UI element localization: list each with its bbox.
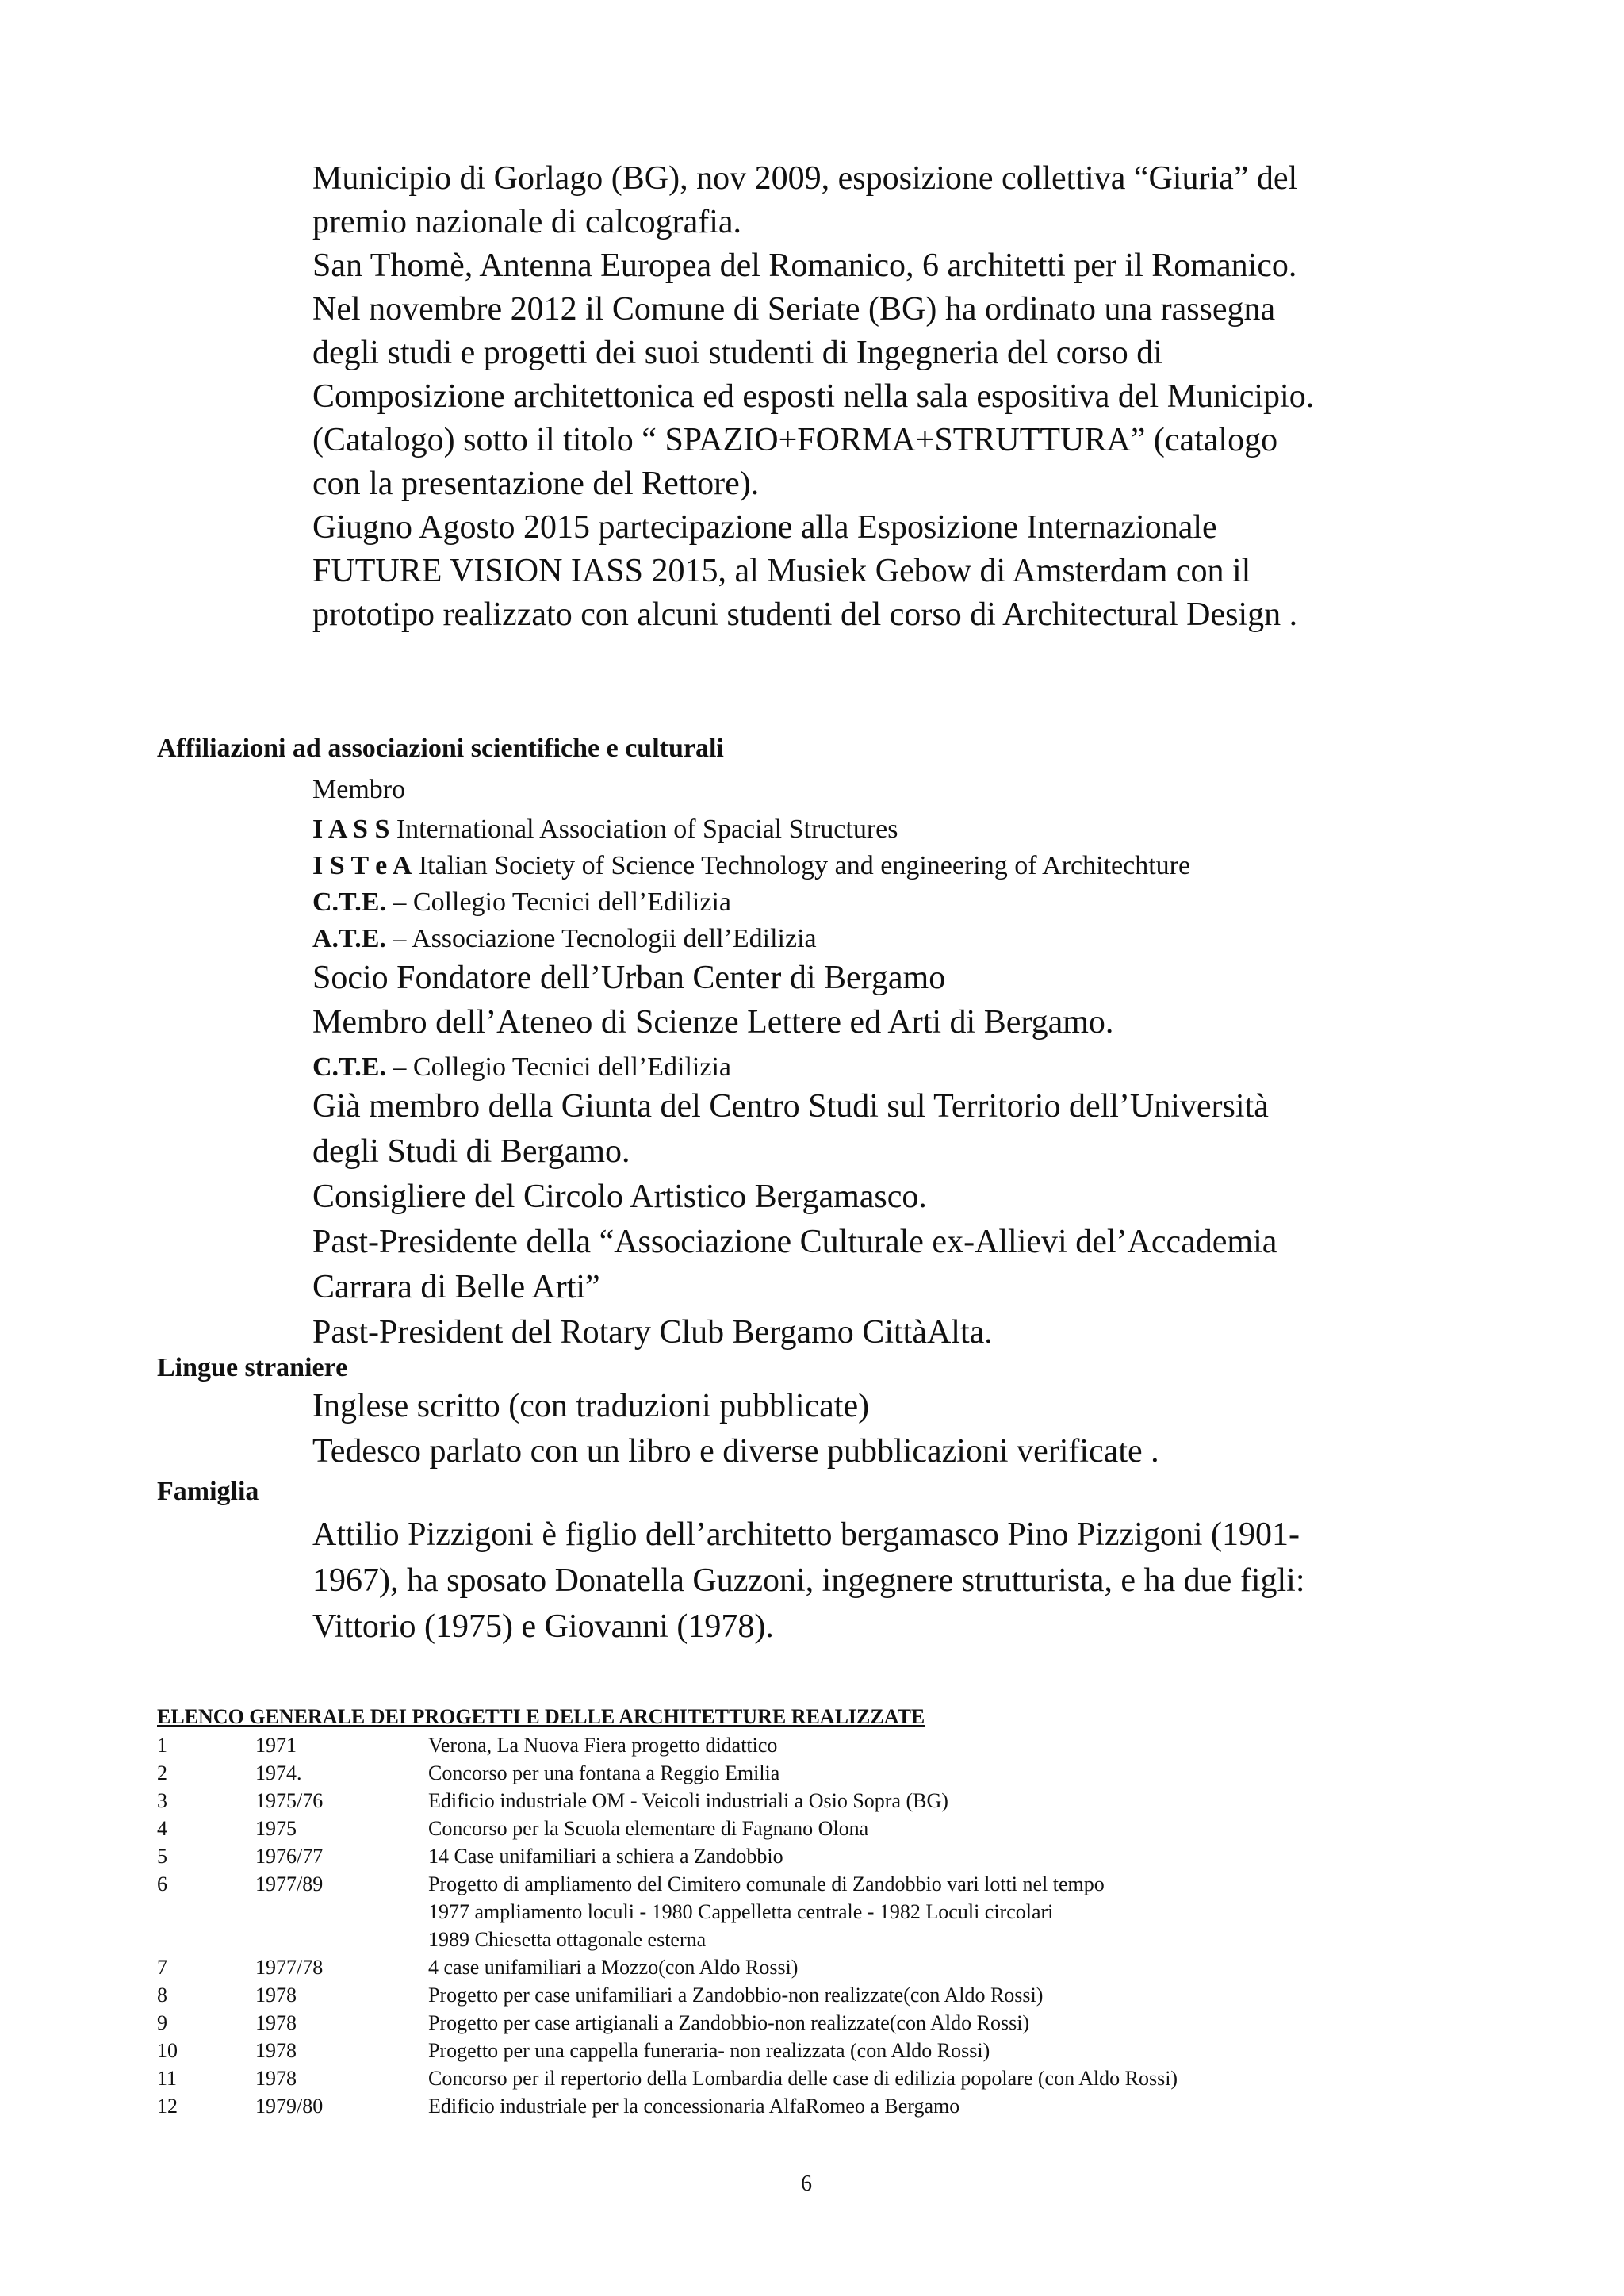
project-description: Progetto per case artigianali a Zandobbio-non realizzate(con Aldo Rossi) xyxy=(428,2011,1030,2034)
projects-table xyxy=(157,1734,1394,2122)
language-item: Tedesco parlato con un libro e diverse pubblicazioni verificate . xyxy=(312,1433,1159,1470)
project-year: 1975 xyxy=(255,1817,297,1840)
exhibition-line: con la presentazione del Rettore). xyxy=(312,466,760,502)
family-paragraph xyxy=(312,1513,1305,1651)
society-abbr: I S T e A xyxy=(312,851,412,880)
family-line: 1967), ha sposato Donatella Guzzoni, ingegnere strutturista, e ha due figli: xyxy=(312,1562,1305,1599)
project-number: 10 xyxy=(157,2039,178,2062)
table-row xyxy=(157,1845,1394,1872)
project-year: 1974. xyxy=(255,1761,302,1784)
project-number: 7 xyxy=(157,1956,167,1979)
exhibition-line: premio nazionale di calcografia. xyxy=(312,204,742,240)
project-description: 14 Case unifamiliari a schiera a Zandobbio xyxy=(428,1845,783,1868)
exhibition-line: degli studi e progetti dei suoi studenti di Ingegneria del corso di xyxy=(312,335,1162,371)
project-year: 1978 xyxy=(255,2039,297,2062)
project-year: 1977/89 xyxy=(255,1872,324,1895)
project-description: Concorso per il repertorio della Lombardia delle case di edilizia popolare (con Aldo Rossi) xyxy=(428,2067,1178,2090)
project-number: 12 xyxy=(157,2095,178,2118)
membership-item: Membro dell’Ateneo di Scienze Lettere ed Arti di Bergamo. xyxy=(312,1004,1114,1041)
project-description: 1977 ampliamento loculi - 1980 Cappelletta centrale - 1982 Loculi circolari xyxy=(428,1900,1054,1923)
table-row xyxy=(157,1734,1394,1761)
table-row xyxy=(157,1761,1394,1789)
table-row xyxy=(157,1984,1394,2011)
project-number: 5 xyxy=(157,1845,167,1868)
project-description: Concorso per una fontana a Reggio Emilia xyxy=(428,1761,780,1784)
role-line: degli Studi di Bergamo. xyxy=(312,1133,630,1170)
society-abbr: C.T.E. xyxy=(312,887,386,917)
project-year: 1971 xyxy=(255,1734,297,1757)
society-name: – Collegio Tecnici dell’Edilizia xyxy=(385,1052,731,1082)
language-item: Inglese scritto (con traduzioni pubblicate) xyxy=(312,1388,870,1424)
exhibition-line: (Catalogo) sotto il titolo “ SPAZIO+FORMA+STRUTTURA” (catalogo xyxy=(312,422,1278,458)
role-line: Carrara di Belle Arti” xyxy=(312,1269,600,1305)
role-line: Consigliere del Circolo Artistico Bergamasco. xyxy=(312,1179,927,1215)
project-year: 1979/80 xyxy=(255,2095,324,2118)
project-description: Verona, La Nuova Fiera progetto didattico xyxy=(428,1734,778,1757)
society-name: – Collegio Tecnici dell’Edilizia xyxy=(385,887,731,917)
project-description: Concorso per la Scuola elementare di Fagnano Olona xyxy=(428,1817,869,1840)
exhibition-line: Giugno Agosto 2015 partecipazione alla Esposizione Internazionale xyxy=(312,509,1217,546)
society-item xyxy=(312,848,1190,884)
role-line: Già membro della Giunta del Centro Studi sul Territorio dell’Università xyxy=(312,1088,1269,1125)
table-row xyxy=(157,2039,1394,2067)
exhibition-line: Composizione architettonica ed esposti nella sala espositiva del Municipio. xyxy=(312,378,1315,415)
project-description: Progetto di ampliamento del Cimitero comunale di Zandobbio vari lotti nel tempo xyxy=(428,1872,1105,1895)
membership-item: Socio Fondatore dell’Urban Center di Bergamo xyxy=(312,960,946,996)
society-item xyxy=(312,884,1190,921)
exhibition-line: San Thomè, Antenna Europea del Romanico, 6 architetti per il Romanico. xyxy=(312,247,1297,284)
affiliations-membro-label: Membro xyxy=(312,775,406,804)
project-description: Progetto per case unifamiliari a Zandobbio-non realizzate(con Aldo Rossi) xyxy=(428,1984,1044,2007)
table-row xyxy=(157,1872,1394,1900)
affiliations-society-list xyxy=(312,811,1190,957)
table-row xyxy=(157,1956,1394,1984)
project-description: Progetto per una cappella funeraria- non realizzata (con Aldo Rossi) xyxy=(428,2039,990,2062)
project-description: Edificio industriale OM - Veicoli industriali a Osio Sopra (BG) xyxy=(428,1789,948,1812)
project-year: 1975/76 xyxy=(255,1789,324,1812)
exhibition-line: Municipio di Gorlago (BG), nov 2009, esposizione collettiva “Giuria” del xyxy=(312,160,1298,197)
affiliations-roles-list xyxy=(312,1085,1277,1356)
project-number: 11 xyxy=(157,2067,178,2090)
project-number: 2 xyxy=(157,1761,167,1784)
society-item xyxy=(312,811,1190,848)
project-number: 6 xyxy=(157,1872,167,1895)
project-year: 1978 xyxy=(255,2067,297,2090)
exhibitions-paragraph xyxy=(312,157,1314,637)
role-line: Past-Presidente della “Associazione Culturale ex-Allievi del’Accademia xyxy=(312,1224,1277,1260)
table-row xyxy=(157,1817,1394,1845)
project-year: 1978 xyxy=(255,1984,297,2007)
project-number: 3 xyxy=(157,1789,167,1812)
projects-title: ELENCO GENERALE DEI PROGETTI E DELLE ARCHITETTURE REALIZZATE xyxy=(157,1705,925,1728)
exhibition-line: FUTURE VISION IASS 2015, al Musiek Gebow di Amsterdam con il xyxy=(312,553,1251,589)
project-number: 8 xyxy=(157,1984,167,2007)
page-number: 6 xyxy=(801,2171,812,2196)
languages-list xyxy=(312,1385,1159,1475)
table-row xyxy=(157,1789,1394,1817)
society-item xyxy=(312,1049,731,1086)
table-row xyxy=(157,2011,1394,2039)
society-abbr: A.T.E. xyxy=(312,924,386,953)
project-number: 9 xyxy=(157,2011,167,2034)
table-row xyxy=(157,2095,1394,2122)
project-year: 1977/78 xyxy=(255,1956,324,1979)
society-name: – Associazione Tecnologii dell’Edilizia xyxy=(385,924,817,953)
society-abbr: C.T.E. xyxy=(312,1052,386,1082)
project-description: 1989 Chiesetta ottagonale esterna xyxy=(428,1928,707,1951)
languages-heading: Lingue straniere xyxy=(157,1353,348,1382)
project-number: 4 xyxy=(157,1817,167,1840)
table-row xyxy=(157,1928,1394,1956)
exhibition-line: Nel novembre 2012 il Comune di Seriate (BG) ha ordinato una rassegna xyxy=(312,291,1276,328)
exhibition-line: prototipo realizzato con alcuni studenti del corso di Architectural Design . xyxy=(312,596,1298,633)
society-name: Italian Society of Science Technology and engineering of Architechture xyxy=(412,851,1191,880)
family-heading: Famiglia xyxy=(157,1477,259,1506)
role-line: Past-President del Rotary Club Bergamo CittàAlta. xyxy=(312,1314,993,1351)
table-row xyxy=(157,2067,1394,2095)
affiliations-heading: Affiliazioni ad associazioni scientifiche e culturali xyxy=(157,734,724,763)
project-number: 1 xyxy=(157,1734,167,1757)
project-year: 1978 xyxy=(255,2011,297,2034)
society-name: International Association of Spacial Structures xyxy=(389,815,898,844)
family-line: Vittorio (1975) e Giovanni (1978). xyxy=(312,1608,774,1645)
society-item xyxy=(312,921,1190,957)
family-line: Attilio Pizzigoni è figlio dell’architetto bergamasco Pino Pizzigoni (1901- xyxy=(312,1516,1300,1553)
project-description: Edificio industriale per la concessionaria AlfaRomeo a Bergamo xyxy=(428,2095,960,2118)
table-row xyxy=(157,1900,1394,1928)
affiliations-membership-list xyxy=(312,956,1113,1045)
society-abbr: I A S S xyxy=(312,815,390,844)
project-year: 1976/77 xyxy=(255,1845,324,1868)
project-description: 4 case unifamiliari a Mozzo(con Aldo Rossi) xyxy=(428,1956,799,1979)
